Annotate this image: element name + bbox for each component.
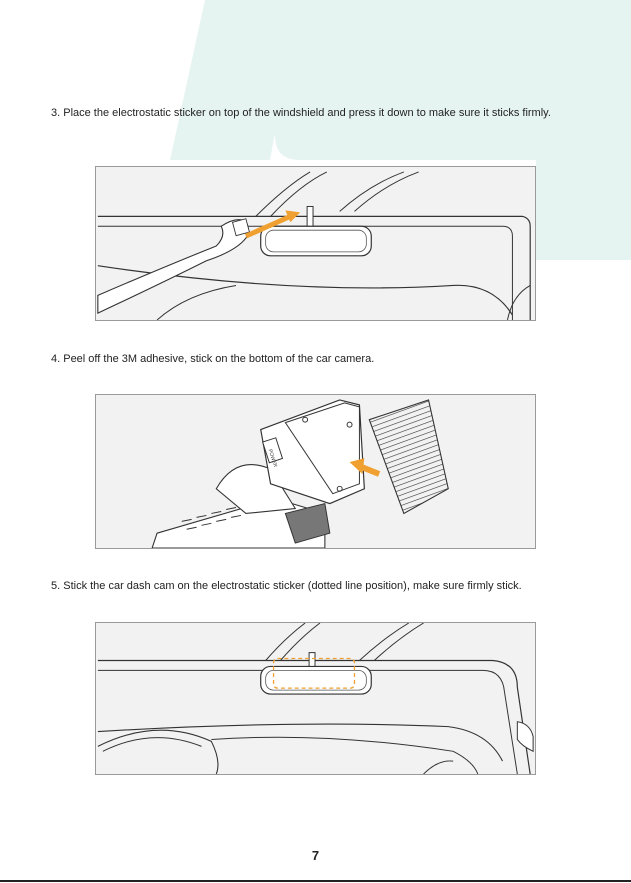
mounted-position-figure [96,623,535,774]
windshield-sticker-figure [96,167,535,320]
power-label: POWER [266,448,278,469]
page-number: 7 [311,848,320,863]
adhesive-camera-figure [96,395,535,548]
rear-view-mirror [261,226,372,256]
step-3-text: 3. Place the electrostatic sticker on top of the windshield and press it down to make sure it sticks firmly. [51,107,551,119]
step-4-text: 4. Peel off the 3M adhesive, stick on the bottom of the car camera. [51,353,375,365]
step-5-illustration [95,622,536,775]
step-4-illustration [95,394,536,549]
step-3-illustration [95,166,536,321]
step-5-text: 5. Stick the car dash cam on the electrostatic sticker (dotted line position), make sure firmly stick. [51,580,522,592]
footer-rule [0,880,631,882]
